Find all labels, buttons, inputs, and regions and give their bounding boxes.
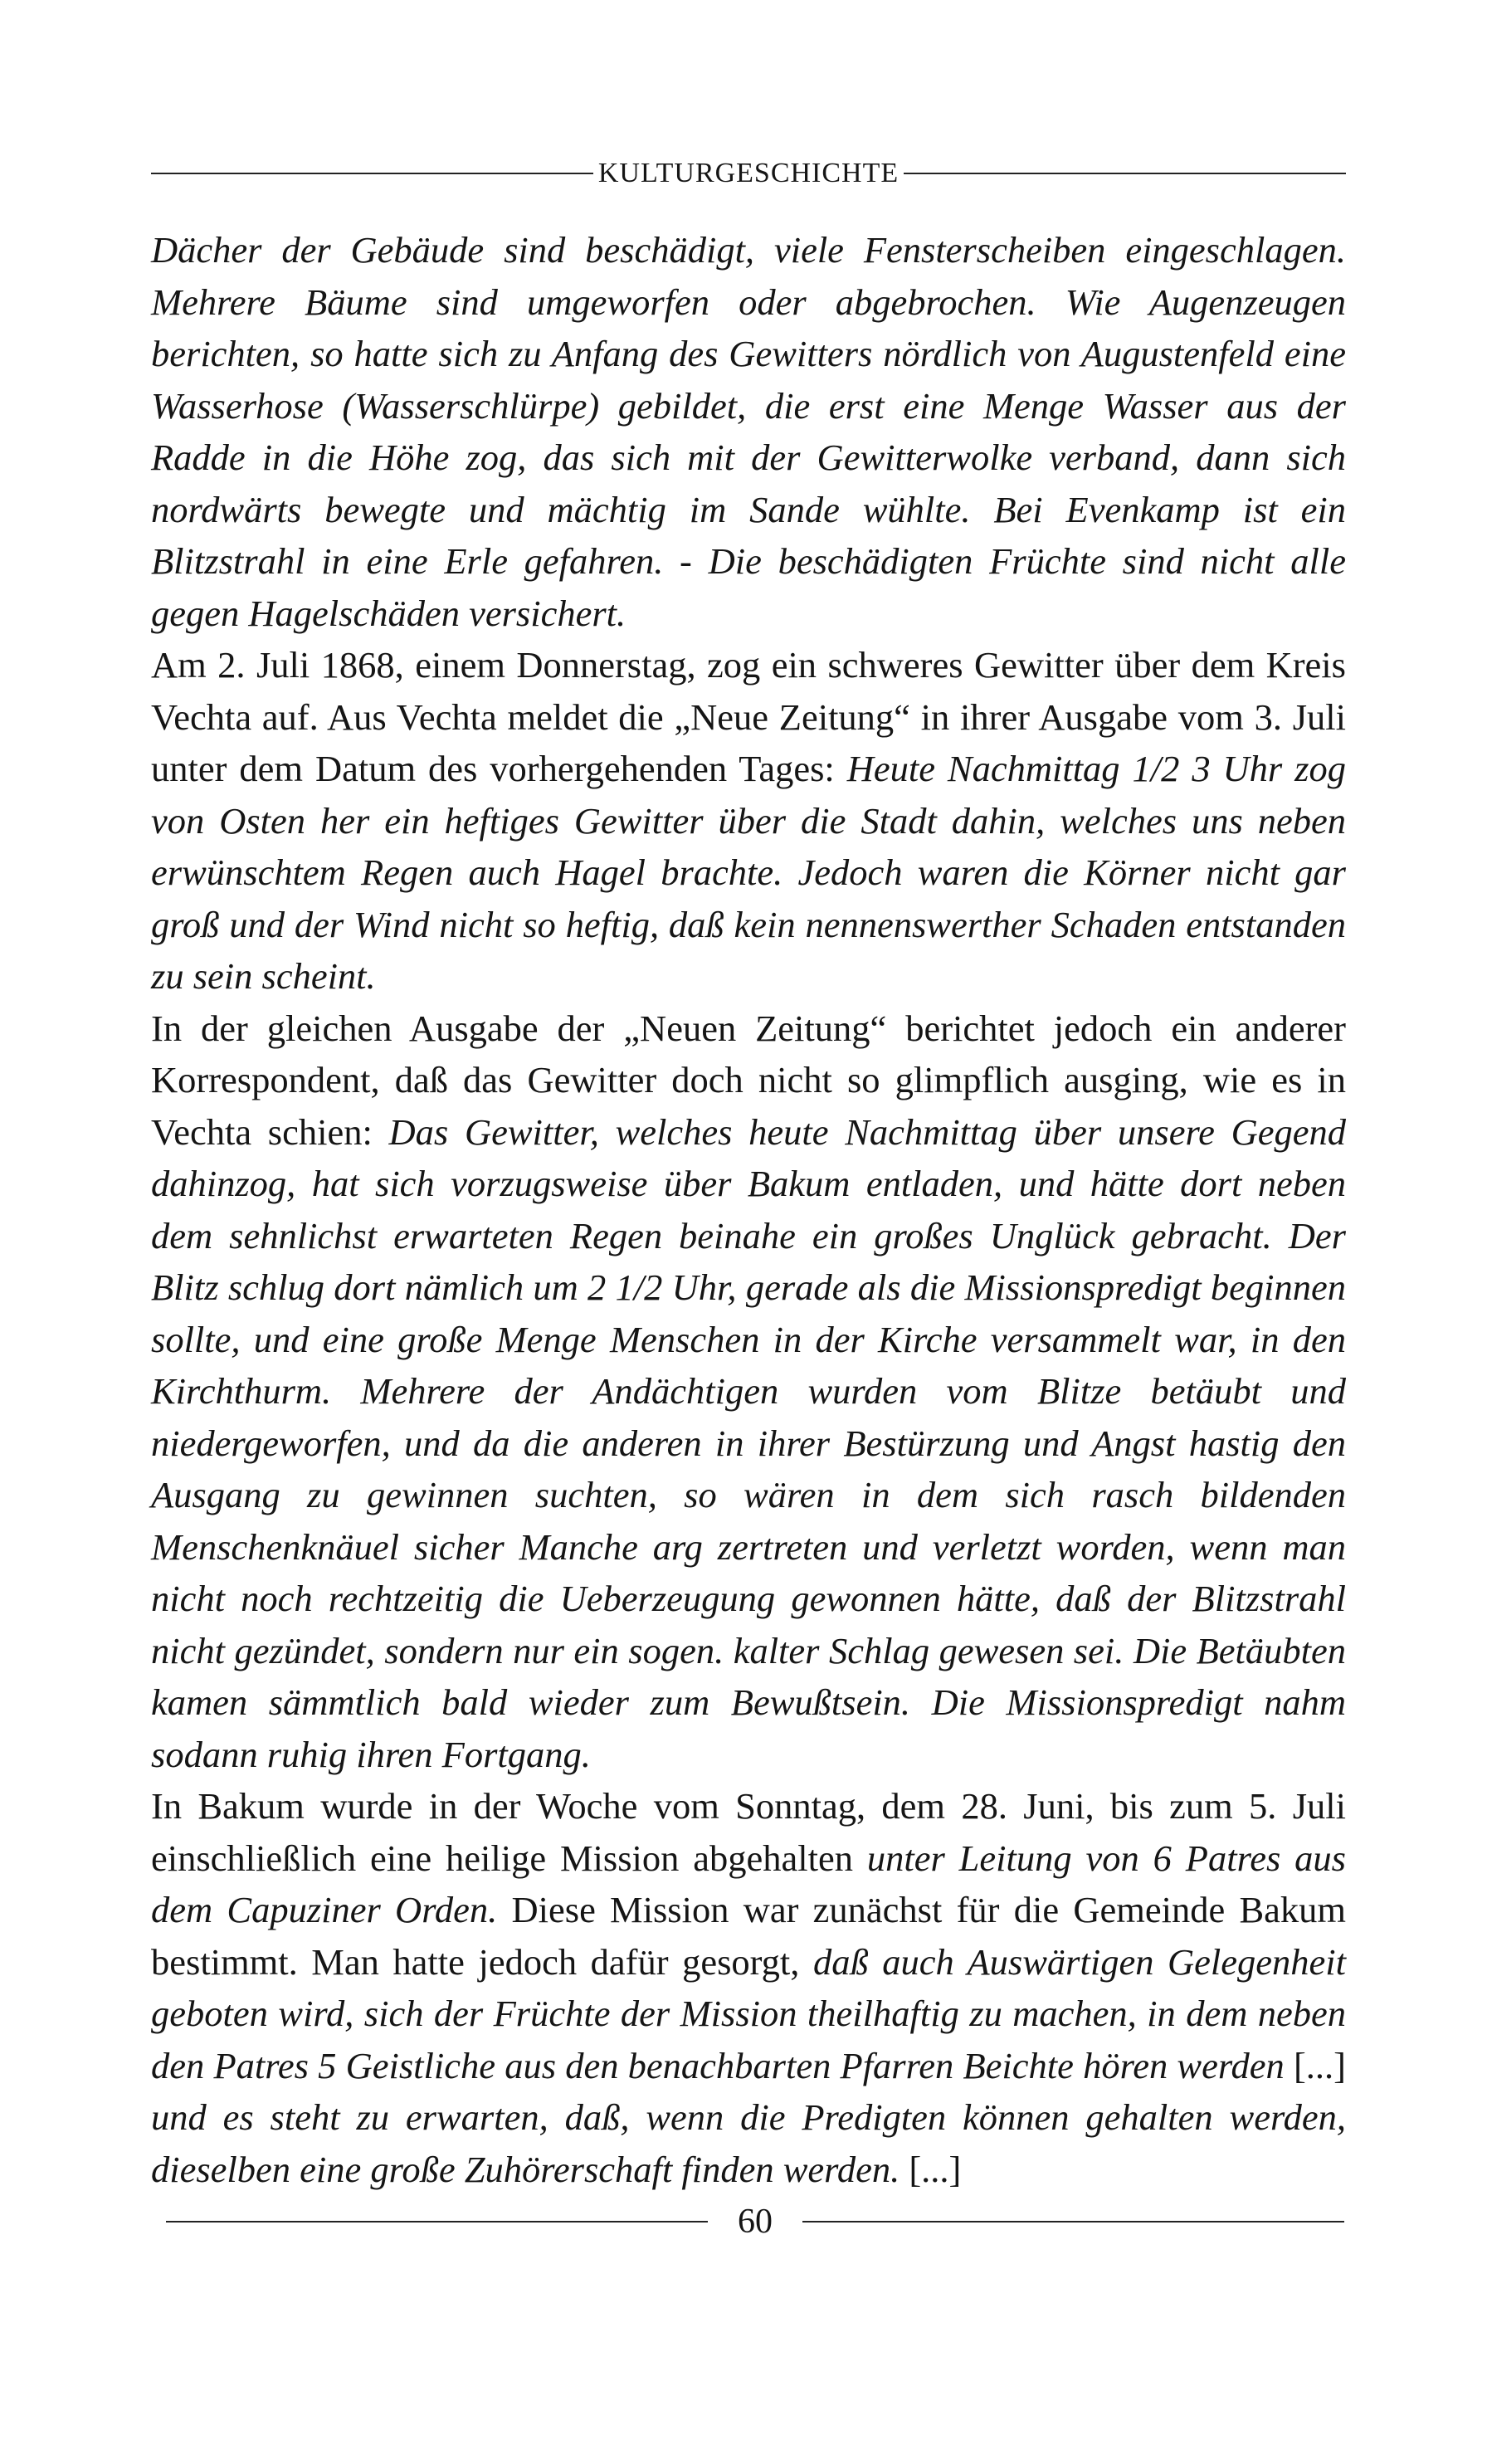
quote-text: Heute Nachmittag 1/2 3 Uhr zog von Osten her ein heftiges Gewitter über die Stadt dahin, welches uns neben erwünschtem Regen auch Hagel brachte. Jedoch waren die Körner nicht gar groß und der Wind nicht so heftig, daß kein nennenswerther Schaden entstanden zu sein scheint.	[151, 748, 1346, 997]
paragraph	[151, 1780, 1346, 2195]
body-text-run: Am 2. Juli 1868, einem Donnerstag, zog ein schweres Gewitter über dem Kreis Vechta auf. Aus Vechta meldet die „Neue Zeitung“ in ihrer Ausgabe vom 3. Juli unter dem Datum des vorhergehenden Tages:	[151, 644, 1346, 789]
header-rule-right	[904, 173, 1346, 174]
body-text-run: In Bakum wurde in der Woche vom Sonntag, dem 28. Juni, bis zum 5. Juli einschließlich eine heilige Mission abgehalten	[151, 1785, 1346, 1879]
paragraph	[151, 1003, 1346, 1781]
page-footer	[166, 2204, 1344, 2239]
body-text-run: Diese Mission war zunächst für die Gemeinde Bakum bestimmt. Man hatte jedoch dafür gesorgt,	[151, 1889, 1347, 1983]
paragraph	[151, 224, 1346, 639]
page-number: 60	[738, 2203, 773, 2241]
quote-text: Das Gewitter, welches heute Nachmittag über unsere Gegend dahinzog, hat sich vorzugsweise über Bakum entladen, und hätte dort neben dem sehnlichst erwarteten Regen beinahe ein großes Unglück gebracht. Der Blitz schlug dort nämlich um 2 1/2 Uhr, gerade als die Missionspredigt beginnen sollte, und eine große Menge Menschen in der Kirche versammelt war, in den Kirchthurm. Mehrere der Andächtigen wurden vom Blitze betäubt und niedergeworfen, und da die anderen in ihrer Bestürzung und Angst hastig den Ausgang zu gewinnen suchten, so wären in dem sich rasch bildenden Menschenknäuel sicher Manche arg zertreten und verletzt worden, wenn man nicht noch rechtzeitig die Ueberzeugung gewonnen hätte, daß der Blitzstrahl nicht gezündet, sondern nur ein sogen. kalter Schlag gewesen sei. Die Betäubten kamen sämmtlich bald wieder zum Bewußtsein. Die Missionspredigt nahm sodann ruhig ihren Fortgang.	[151, 1110, 1346, 1775]
footer-rule-left	[166, 2221, 708, 2222]
quote-text: Dächer der Gebäude sind beschädigt, viele Fensterscheiben eingeschlagen. Mehrere Bäume sind umgeworfen oder abgebrochen. Wie Augenzeugen berichten, so hatte sich zu Anfang des Gewitters nördlich von Augustenfeld eine Wasserhose (Wasserschlürpe) gebildet, die erst eine Menge Wasser aus der Radde in die Höhe zog, das sich mit der Gewitterwolke verband, dann sich nordwärts bewegte und mächtig im Sande wühlte. Bei Evenkamp ist ein Blitzstrahl in eine Erle gefahren. - Die beschädigten Früchte sind nicht alle gegen Hagelschäden versichert.	[151, 229, 1346, 634]
ellipsis-bracket: [...]	[1293, 2044, 1346, 2086]
paragraph	[151, 639, 1346, 1003]
header-rule-left	[151, 173, 593, 174]
quote-text: unter Leitung von 6 Patres aus dem Capuziner Orden.	[151, 1837, 1346, 1930]
running-header	[151, 159, 1346, 188]
footer-rule-right	[802, 2221, 1344, 2222]
quote-text: und es steht zu erwarten, daß, wenn die Predigten können gehalten werden, dieselben eine große Zuhörerschaft finden werden.	[151, 2096, 1346, 2190]
body-text	[151, 224, 1346, 2195]
ellipsis-bracket: [...]	[900, 2148, 962, 2190]
body-text-run: In der gleichen Ausgabe der „Neuen Zeitung“ berichtet jedoch ein anderer Korrespondent, daß das Gewitter doch nicht so glimpflich ausging, wie es in Vechta schien:	[151, 1007, 1346, 1153]
quote-text: daß auch Auswärtigen Gelegenheit geboten wird, sich der Früchte der Mission theilhaftig zu machen, in dem neben den Patres 5 Geistliche aus den benachbarten Pfarren Beichte hören werden	[151, 1940, 1347, 2086]
section-title: KULTURGESCHICHTE	[597, 158, 900, 188]
